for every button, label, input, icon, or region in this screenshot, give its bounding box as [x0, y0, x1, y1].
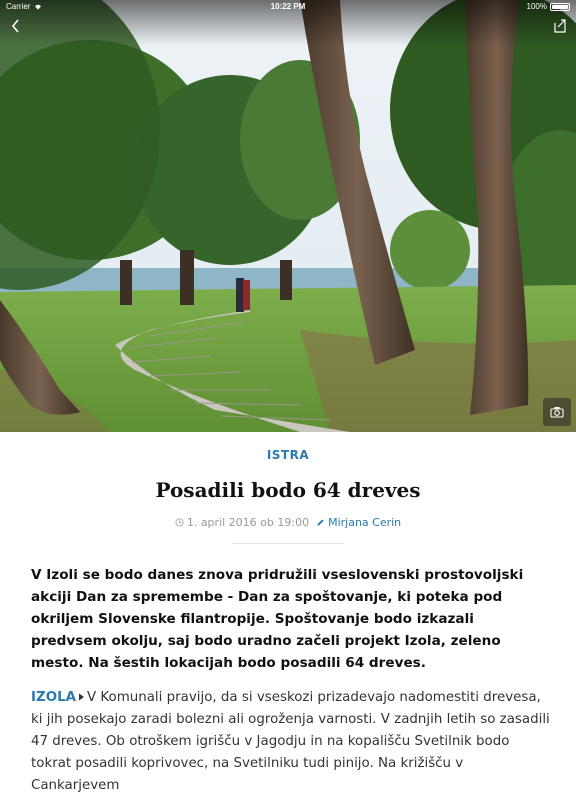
status-time: 10:22 PM — [270, 2, 306, 11]
clock-icon — [175, 518, 184, 527]
battery-icon — [550, 3, 570, 11]
share-button[interactable] — [552, 16, 568, 36]
battery-level — [552, 5, 568, 9]
article-body-text: V Komunali pravijo, da si vseskozi prizadevajo nadomestiti drevesa, ki jih posekajo zaradi bolezni ali ogroženja varnosti. V zadnjih letih so zasadili 47 dreves. Ob otroškem igrišču v Jagodju in na kopališču Svetilnik bodo tokrat posadili koprivovec, na Svetilniku tudi pinijo. Na križišču v Cankarjevem — [31, 690, 550, 793]
pencil-icon — [316, 518, 325, 527]
carrier-label: Carrier — [6, 2, 31, 11]
article-date: 1. april 2016 ob 19:00 — [186, 516, 310, 529]
back-button[interactable] — [8, 16, 24, 36]
article-category[interactable]: ISTRA — [266, 448, 310, 462]
article-title: Posadili bodo 64 dreves — [155, 478, 421, 502]
status-bar — [0, 0, 576, 14]
share-icon — [552, 16, 568, 36]
battery-percent: 100% — [526, 2, 547, 11]
divider — [233, 543, 343, 544]
article-author[interactable]: Mirjana Cerin — [328, 516, 402, 529]
triangle-right-icon — [78, 693, 85, 701]
dateline-place: IZOLA — [31, 690, 76, 705]
battery-group — [527, 2, 570, 11]
chevron-left-icon — [8, 16, 24, 36]
photo-gallery-button[interactable] — [543, 398, 571, 426]
article — [0, 432, 576, 797]
camera-icon — [550, 406, 564, 418]
article-body — [31, 687, 550, 797]
article-meta — [0, 516, 576, 529]
article-lead: V Izoli se bodo danes znova pridružili vseslovenski prostovoljski akciji Dan za spremembe - Dan za spoštovanje, ki poteka pod okriljem Slovenske filantropije. Spoštovanje bodo izkazali predvsem okolju, saj bodo uradno začeli projekt Izola, zeleno mesto. Na šestih lokacijah bodo posadili 64 dreves. — [31, 567, 524, 671]
